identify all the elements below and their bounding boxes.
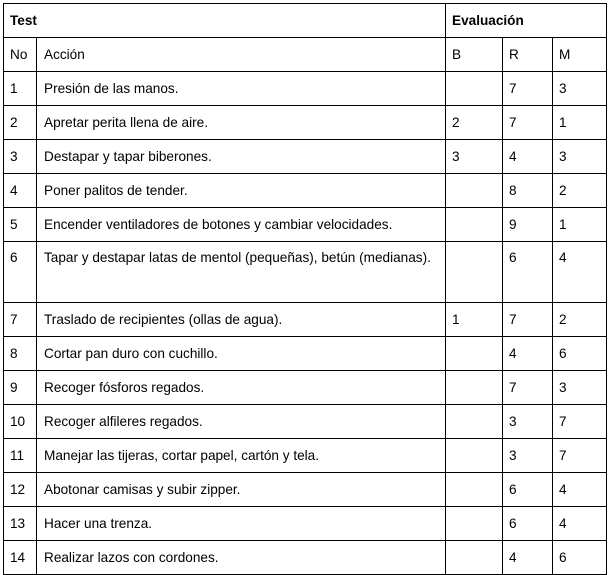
cell-action: Abotonar camisas y subir zipper.	[37, 473, 446, 507]
cell-m: 3	[553, 72, 607, 106]
cell-b: 3	[446, 140, 503, 174]
cell-no: 4	[4, 174, 37, 208]
cell-b	[446, 72, 503, 106]
cell-no: 10	[4, 405, 37, 439]
table-row	[4, 541, 607, 575]
cell-b	[446, 208, 503, 242]
cell-m: 6	[553, 541, 607, 575]
cell-r: 9	[503, 208, 553, 242]
cell-m: 1	[553, 106, 607, 140]
cell-m: 2	[553, 303, 607, 337]
cell-r: 6	[503, 507, 553, 541]
table-row	[4, 507, 607, 541]
header-row-2	[4, 38, 607, 72]
cell-no: 9	[4, 371, 37, 405]
table-row	[4, 208, 607, 242]
cell-b	[446, 337, 503, 371]
cell-action: Encender ventiladores de botones y cambiar velocidades.	[37, 208, 446, 242]
table-body	[4, 4, 607, 575]
cell-b	[446, 439, 503, 473]
evaluation-table-container	[3, 3, 607, 575]
table-row	[4, 303, 607, 337]
cell-action: Destapar y tapar biberones.	[37, 140, 446, 174]
table-row	[4, 337, 607, 371]
cell-action: Tapar y destapar latas de mentol (pequeñas), betún (medianas).	[37, 242, 446, 303]
cell-m: 4	[553, 473, 607, 507]
cell-b	[446, 405, 503, 439]
cell-r: 7	[503, 303, 553, 337]
cell-action: Presión de las manos.	[37, 72, 446, 106]
cell-r: 4	[503, 541, 553, 575]
cell-no: 12	[4, 473, 37, 507]
col-header-m: M	[553, 38, 607, 72]
cell-action: Recoger alfileres regados.	[37, 405, 446, 439]
evaluation-header: Evaluación	[446, 4, 607, 38]
cell-m: 4	[553, 242, 607, 303]
cell-b	[446, 473, 503, 507]
test-header: Test	[4, 4, 446, 38]
cell-action: Poner palitos de tender.	[37, 174, 446, 208]
col-header-action: Acción	[37, 38, 446, 72]
table-row	[4, 72, 607, 106]
table-row	[4, 140, 607, 174]
evaluation-table	[3, 3, 607, 575]
cell-m: 3	[553, 371, 607, 405]
col-header-r: R	[503, 38, 553, 72]
table-row	[4, 174, 607, 208]
cell-m: 3	[553, 140, 607, 174]
cell-r: 3	[503, 439, 553, 473]
cell-m: 6	[553, 337, 607, 371]
cell-no: 2	[4, 106, 37, 140]
cell-r: 7	[503, 72, 553, 106]
table-row	[4, 473, 607, 507]
cell-m: 7	[553, 405, 607, 439]
cell-action: Apretar perita llena de aire.	[37, 106, 446, 140]
col-header-no: No	[4, 38, 37, 72]
table-row	[4, 439, 607, 473]
header-row-1	[4, 4, 607, 38]
cell-b	[446, 174, 503, 208]
cell-r: 7	[503, 106, 553, 140]
cell-b	[446, 507, 503, 541]
cell-r: 7	[503, 371, 553, 405]
cell-no: 5	[4, 208, 37, 242]
cell-r: 8	[503, 174, 553, 208]
cell-no: 11	[4, 439, 37, 473]
cell-action: Recoger fósforos regados.	[37, 371, 446, 405]
cell-m: 4	[553, 507, 607, 541]
cell-r: 6	[503, 473, 553, 507]
cell-b: 1	[446, 303, 503, 337]
cell-no: 1	[4, 72, 37, 106]
table-row	[4, 405, 607, 439]
cell-m: 2	[553, 174, 607, 208]
cell-m: 1	[553, 208, 607, 242]
cell-r: 4	[503, 337, 553, 371]
cell-b: 2	[446, 106, 503, 140]
cell-r: 6	[503, 242, 553, 303]
cell-action: Hacer una trenza.	[37, 507, 446, 541]
cell-no: 6	[4, 242, 37, 303]
cell-no: 3	[4, 140, 37, 174]
table-row	[4, 371, 607, 405]
cell-action: Manejar las tijeras, cortar papel, cartón y tela.	[37, 439, 446, 473]
cell-no: 14	[4, 541, 37, 575]
cell-action: Traslado de recipientes (ollas de agua).	[37, 303, 446, 337]
cell-action: Cortar pan duro con cuchillo.	[37, 337, 446, 371]
cell-no: 7	[4, 303, 37, 337]
cell-no: 13	[4, 507, 37, 541]
table-row	[4, 106, 607, 140]
cell-r: 4	[503, 140, 553, 174]
col-header-b: B	[446, 38, 503, 72]
cell-action: Realizar lazos con cordones.	[37, 541, 446, 575]
cell-b	[446, 541, 503, 575]
table-row	[4, 242, 607, 303]
cell-b	[446, 242, 503, 303]
cell-b	[446, 371, 503, 405]
cell-r: 3	[503, 405, 553, 439]
cell-no: 8	[4, 337, 37, 371]
cell-m: 7	[553, 439, 607, 473]
